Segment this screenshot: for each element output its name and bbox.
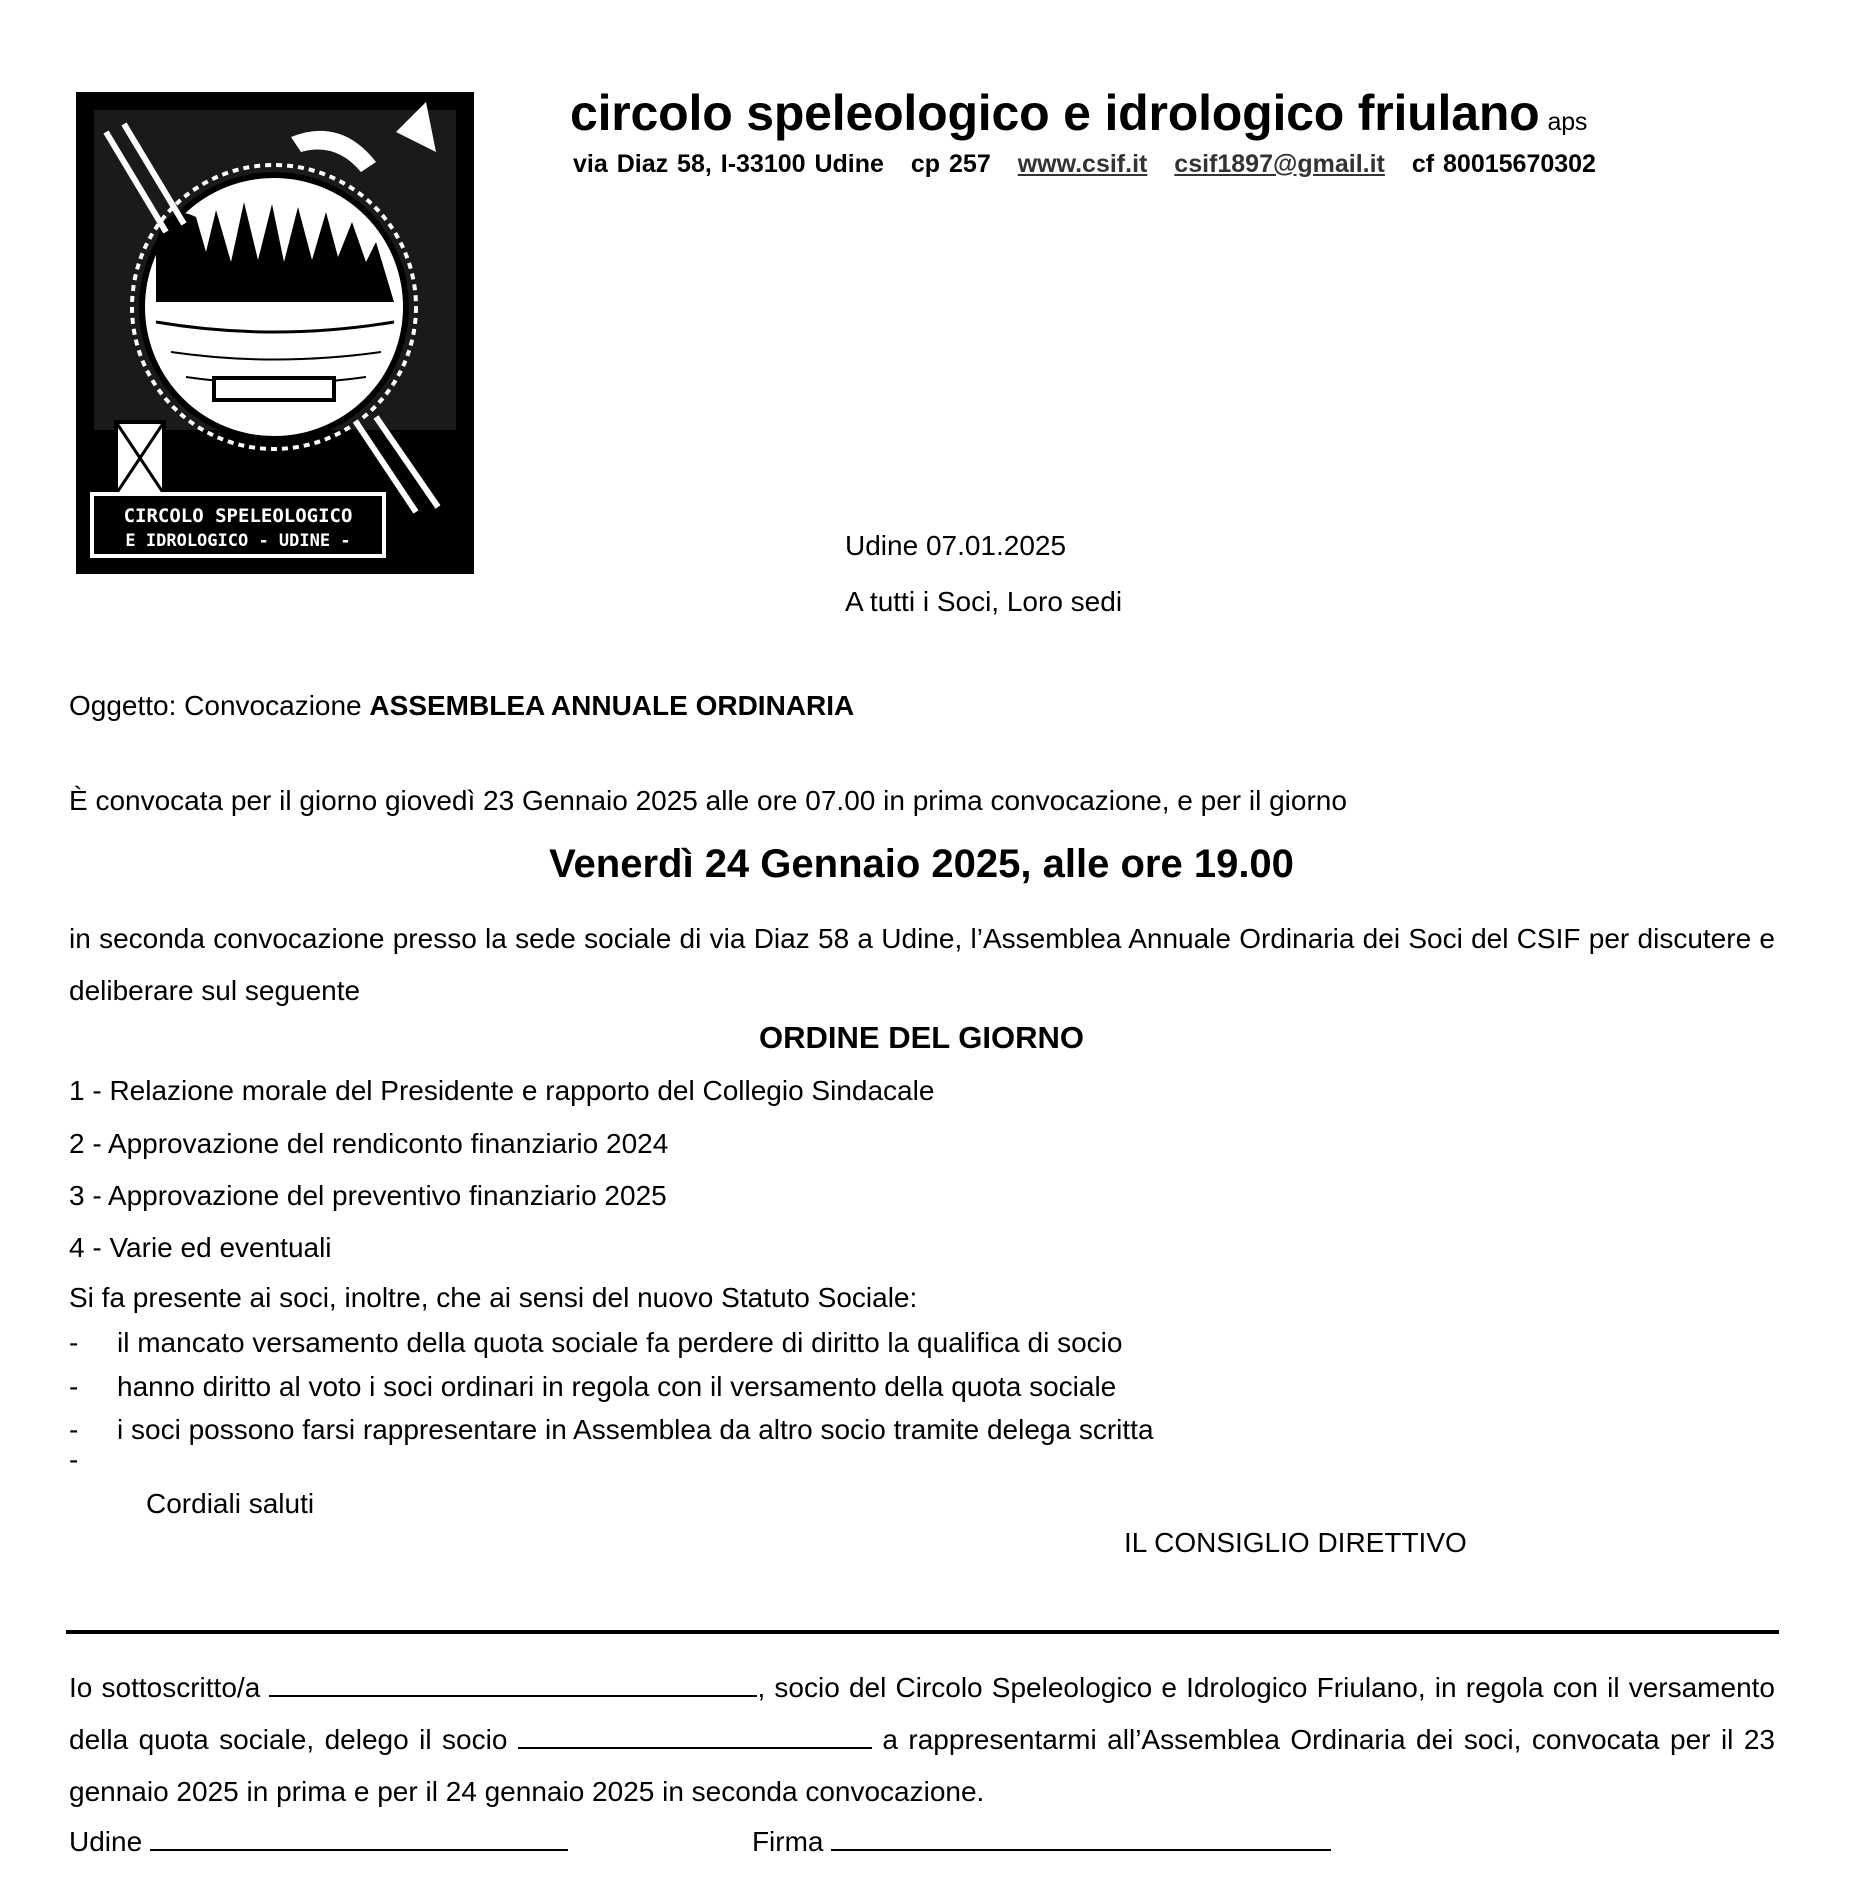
subject-label: Oggetto: Convocazione — [69, 690, 370, 721]
bullet-text: i soci possono farsi rappresentare in Assemblea da altro socio tramite delega scritta — [117, 1414, 1154, 1445]
signature-label: Firma — [751, 1826, 832, 1857]
recipients: A tutti i Soci, Loro sedi — [845, 586, 1123, 617]
statute-note: Si fa presente ai soci, inoltre, che ai sensi del nuovo Statuto Sociale: — [69, 1282, 918, 1313]
meeting-headline: Venerdì 24 Gennaio 2025, alle ore 19.00 — [549, 842, 1294, 886]
subject-title: ASSEMBLEA ANNUALE ORDINARIA — [369, 690, 855, 721]
intro-text: È convocata per il giorno giovedì 23 Gennaio 2025 alle ore 07.00 in prima convocazione, e per il giorno — [69, 785, 1347, 816]
org-name — [570, 84, 1587, 142]
statute-bullet — [69, 1414, 1154, 1446]
place-date-field[interactable] — [150, 1827, 568, 1851]
org-po-box: cp 257 — [910, 150, 991, 178]
bullet-dash: - — [69, 1444, 79, 1475]
org-suffix: aps — [1547, 108, 1588, 136]
bullet-dash: - — [69, 1414, 79, 1445]
bullet-dash: - — [69, 1327, 79, 1358]
agenda-title: ORDINE DEL GIORNO — [759, 1020, 1084, 1055]
agenda-item: 4 - Varie ed eventuali — [69, 1232, 332, 1263]
statute-bullet — [69, 1371, 1116, 1403]
logo-text-line2: E IDROLOGICO - UDINE - — [125, 531, 351, 551]
logo-text-line1: CIRCOLO SPELEOLOGICO — [123, 505, 353, 527]
email-link[interactable]: csif1897@gmail.it — [1174, 150, 1385, 178]
delegation-text: , socio del Circolo Speleologico e Idrologico Friulano, in regola con il versamento della quota sociale, delego il socio — [69, 1672, 1776, 1755]
statute-bullet — [69, 1327, 1122, 1359]
bullet-dash: - — [69, 1371, 79, 1402]
delegation-form — [69, 1662, 1775, 1818]
signature: IL CONSIGLIO DIRETTIVO — [1124, 1527, 1467, 1558]
agenda-item: 2 - Approvazione del rendiconto finanziario 2024 — [69, 1128, 669, 1159]
org-name-text: circolo speleologico e idrologico friulano — [570, 85, 1540, 141]
signature-field[interactable] — [831, 1827, 1331, 1851]
org-contact-line — [573, 150, 1614, 179]
place-date: Udine 07.01.2025 — [845, 530, 1067, 561]
body-paragraph: in seconda convocazione presso la sede sociale di via Diaz 58 a Udine, l’Assemblea Annuale Ordinaria dei Soci del CSIF per discutere e deliberare sul seguente — [69, 923, 1775, 1006]
delegation-text: Io sottoscritto/a — [69, 1672, 270, 1703]
agenda-item: 1 - Relazione morale del Presidente e rapporto del Collegio Sindacale — [69, 1075, 935, 1106]
club-logo — [76, 92, 474, 574]
website-link[interactable]: www.csif.it — [1017, 150, 1148, 178]
org-address: via Diaz 58, I-33100 Udine — [573, 150, 884, 178]
cave-boat-emblem-icon — [76, 92, 474, 574]
org-tax-code: cf 80015670302 — [1411, 150, 1596, 178]
bullet-text: il mancato versamento della quota sociale fa perdere di diritto la qualifica di socio — [117, 1327, 1123, 1358]
bullet-text: hanno diritto al voto i soci ordinari in regola con il versamento della quota sociale — [117, 1371, 1117, 1402]
agenda-item: 3 - Approvazione del preventivo finanziario 2025 — [69, 1180, 667, 1211]
delegation-text: a rappresentarmi all’Assemblea Ordinaria dei soci, convocata per il 23 gennaio 2025 in prima e per il 24 gennaio 2025 in seconda convocazione. — [69, 1724, 1776, 1807]
delegator-name-field[interactable] — [269, 1673, 757, 1697]
statute-bullet — [69, 1444, 117, 1476]
subject-line — [69, 690, 854, 722]
separator-line — [66, 1630, 1779, 1634]
greeting: Cordiali saluti — [146, 1488, 315, 1519]
place-signature-row — [69, 1826, 1331, 1858]
delegate-name-field[interactable] — [518, 1725, 872, 1749]
place-label: Udine — [69, 1826, 150, 1857]
